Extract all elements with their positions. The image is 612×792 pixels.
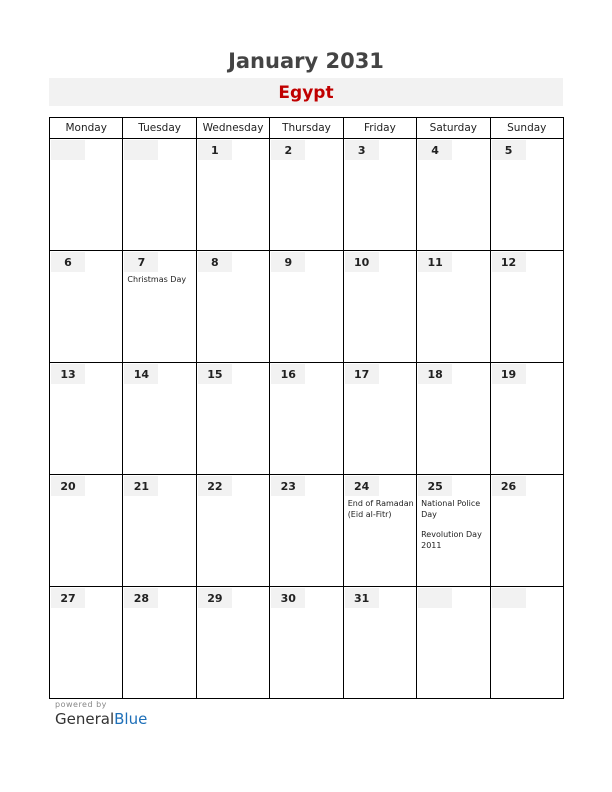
calendar-grid bbox=[49, 117, 564, 699]
day-cell bbox=[490, 587, 563, 699]
weekday-header: Friday bbox=[343, 118, 416, 139]
day-number: 28 bbox=[124, 588, 158, 608]
day-number: 2 bbox=[271, 140, 305, 160]
week-row bbox=[50, 363, 564, 475]
day-cell bbox=[50, 139, 123, 251]
week-row bbox=[50, 251, 564, 363]
weekday-header: Monday bbox=[50, 118, 123, 139]
country-name: Egypt bbox=[278, 83, 334, 103]
day-cell bbox=[50, 251, 123, 363]
day-number: 24 bbox=[345, 476, 379, 496]
day-number: 18 bbox=[418, 364, 452, 384]
weekday-header: Wednesday bbox=[196, 118, 269, 139]
day-number: 29 bbox=[198, 588, 232, 608]
day-cell bbox=[490, 251, 563, 363]
day-number: 10 bbox=[345, 252, 379, 272]
week-row bbox=[50, 139, 564, 251]
brand-general: General bbox=[55, 710, 115, 728]
day-number: 9 bbox=[271, 252, 305, 272]
day-cell bbox=[196, 363, 269, 475]
day-cell bbox=[123, 475, 196, 587]
day-number: 27 bbox=[51, 588, 85, 608]
day-cell bbox=[123, 251, 196, 363]
day-cell bbox=[417, 475, 490, 587]
footer bbox=[55, 700, 147, 728]
weekday-header: Sunday bbox=[490, 118, 563, 139]
day-cell bbox=[270, 475, 343, 587]
day-cell bbox=[270, 363, 343, 475]
powered-by-text: powered by bbox=[55, 700, 107, 709]
day-number: 7 bbox=[124, 252, 158, 272]
day-cell bbox=[490, 139, 563, 251]
weekday-header: Saturday bbox=[417, 118, 490, 139]
day-cell bbox=[417, 363, 490, 475]
day-number bbox=[418, 588, 452, 608]
day-number: 15 bbox=[198, 364, 232, 384]
day-number: 23 bbox=[271, 476, 305, 496]
week-row bbox=[50, 475, 564, 587]
day-number: 16 bbox=[271, 364, 305, 384]
holiday-label: National Police Day bbox=[421, 499, 481, 519]
day-number: 26 bbox=[492, 476, 526, 496]
day-number: 19 bbox=[492, 364, 526, 384]
calendar-title: January 2031 bbox=[228, 49, 384, 73]
day-number: 3 bbox=[345, 140, 379, 160]
day-cell bbox=[50, 587, 123, 699]
day-cell bbox=[270, 251, 343, 363]
day-number bbox=[492, 588, 526, 608]
day-number: 22 bbox=[198, 476, 232, 496]
day-number: 11 bbox=[418, 252, 452, 272]
weekday-header: Thursday bbox=[270, 118, 343, 139]
day-number: 13 bbox=[51, 364, 85, 384]
day-cell bbox=[343, 139, 416, 251]
day-cell bbox=[50, 475, 123, 587]
brand-blue: Blue bbox=[114, 710, 148, 728]
day-cell bbox=[196, 251, 269, 363]
day-cell bbox=[196, 139, 269, 251]
day-number: 17 bbox=[345, 364, 379, 384]
day-number: 14 bbox=[124, 364, 158, 384]
day-cell bbox=[417, 251, 490, 363]
day-number bbox=[124, 140, 158, 160]
day-cell bbox=[123, 363, 196, 475]
day-number: 5 bbox=[492, 140, 526, 160]
day-cell bbox=[196, 587, 269, 699]
day-cell bbox=[417, 587, 490, 699]
day-number: 30 bbox=[271, 588, 305, 608]
day-number bbox=[51, 140, 85, 160]
day-cell bbox=[270, 139, 343, 251]
day-number: 20 bbox=[51, 476, 85, 496]
day-number: 6 bbox=[51, 252, 85, 272]
day-number: 4 bbox=[418, 140, 452, 160]
day-cell bbox=[196, 475, 269, 587]
day-cell bbox=[50, 363, 123, 475]
day-number: 31 bbox=[345, 588, 379, 608]
day-cell bbox=[490, 363, 563, 475]
country-banner bbox=[49, 78, 563, 106]
day-number: 25 bbox=[418, 476, 452, 496]
weekday-header-row bbox=[50, 118, 564, 139]
day-cell bbox=[490, 475, 563, 587]
week-row bbox=[50, 587, 564, 699]
day-number: 21 bbox=[124, 476, 158, 496]
day-cell bbox=[270, 587, 343, 699]
holiday-label: Christmas Day bbox=[127, 275, 187, 284]
day-cell bbox=[417, 139, 490, 251]
day-number: 12 bbox=[492, 252, 526, 272]
day-cell bbox=[343, 587, 416, 699]
day-cell bbox=[343, 363, 416, 475]
holiday-label: Revolution Day 2011 bbox=[421, 530, 482, 550]
day-cell bbox=[123, 139, 196, 251]
holiday-label: End of Ramadan (Eid al-Fitr) bbox=[347, 499, 414, 519]
day-cell bbox=[343, 251, 416, 363]
day-cell bbox=[123, 587, 196, 699]
day-number: 1 bbox=[198, 140, 232, 160]
day-cell bbox=[343, 475, 416, 587]
weekday-header: Tuesday bbox=[123, 118, 196, 139]
brand-logo[interactable] bbox=[55, 710, 147, 728]
day-number: 8 bbox=[198, 252, 232, 272]
